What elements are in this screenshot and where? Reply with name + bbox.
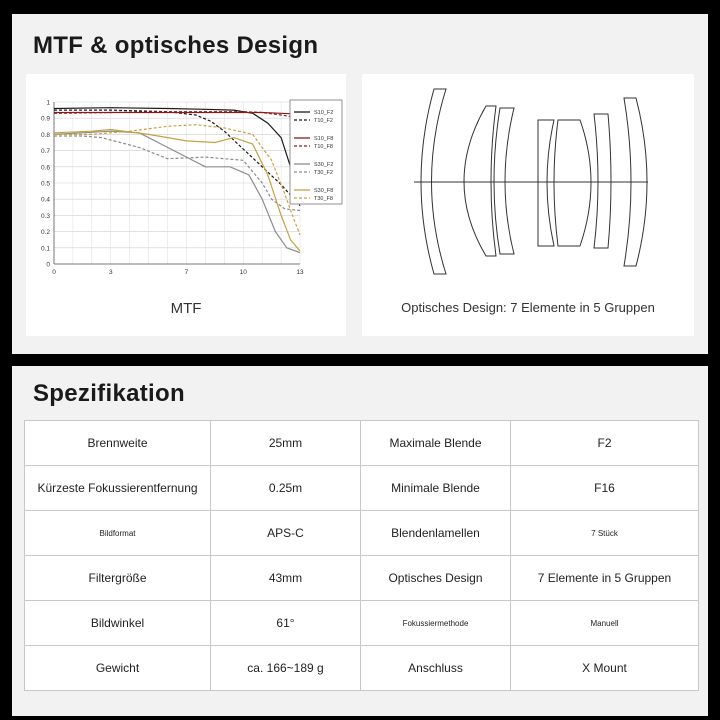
table-row: [25, 466, 699, 511]
spec-value: 25mm: [211, 421, 361, 466]
spec-label: Gewicht: [25, 646, 211, 691]
series-line-s10-f2: [54, 108, 300, 195]
lens-element-4: [538, 120, 554, 246]
x-tick-label: 0: [52, 269, 56, 276]
lens-element-2: [464, 106, 496, 256]
optical-design-caption: Optisches Design: 7 Elemente in 5 Gruppen: [401, 300, 655, 315]
y-tick-label: 0.9: [40, 115, 50, 123]
table-row: [25, 511, 699, 556]
spec-label: Maximale Blende: [361, 421, 511, 466]
y-tick-label: 0.7: [40, 148, 50, 156]
spec-section-title: Spezifikation: [33, 380, 185, 407]
spec-value: 7 Stück: [511, 511, 699, 556]
legend-label: S10_F8: [314, 136, 334, 143]
spec-label: Brennweite: [25, 421, 211, 466]
spec-label: Optisches Design: [361, 556, 511, 601]
series-line-s30-f2: [54, 131, 300, 253]
mtf-chart-card: [26, 74, 346, 336]
legend-label: S30_F8: [314, 188, 334, 195]
spec-label: Minimale Blende: [361, 466, 511, 511]
spec-label: Bildwinkel: [25, 601, 211, 646]
y-tick-label: 0.8: [40, 131, 50, 139]
x-tick-label: 13: [296, 269, 304, 276]
x-tick-label: 7: [184, 269, 189, 276]
spec-value: F2: [511, 421, 699, 466]
y-tick-label: 0.2: [40, 229, 50, 237]
spec-label: Blendenlamellen: [361, 511, 511, 556]
spec-value: X Mount: [511, 646, 699, 691]
legend-label: T30_F8: [314, 196, 333, 203]
spec-label: Fokussiermethode: [361, 601, 511, 646]
x-tick-label: 3: [108, 269, 113, 276]
chart-grid: [54, 102, 300, 264]
mtf-caption: MTF: [170, 300, 202, 317]
series-line-t30-f8: [54, 125, 300, 235]
lens-element-6: [594, 114, 611, 248]
spec-label: Kürzeste Fokussierentfernung: [25, 466, 211, 511]
chart-lines: [54, 108, 300, 253]
spec-value: APS-C: [211, 511, 361, 556]
y-tick-label: 0.1: [40, 245, 50, 253]
x-tick-label: 10: [239, 269, 247, 276]
spec-value: 7 Elemente in 5 Gruppen: [511, 556, 699, 601]
spec-label: Anschluss: [361, 646, 511, 691]
spec-value: F16: [511, 466, 699, 511]
spec-label: Filtergröße: [25, 556, 211, 601]
lens-element-5: [554, 120, 591, 246]
specification-section: [12, 366, 708, 716]
y-tick-label: 0.6: [40, 164, 50, 172]
legend-label: S10_F2: [314, 110, 334, 117]
table-row: [25, 556, 699, 601]
y-tick-label: 0: [46, 261, 50, 269]
y-tick-label: 0.4: [40, 196, 50, 204]
legend-label: S30_F2: [314, 162, 334, 169]
mtf-section-title: MTF & optisches Design: [33, 32, 319, 59]
table-row: [25, 601, 699, 646]
spec-value: 43mm: [211, 556, 361, 601]
y-tick-label: 0.3: [40, 212, 50, 220]
y-tick-label: 1: [46, 99, 50, 107]
lens-element-3: [494, 108, 514, 254]
legend-label: T10_F2: [314, 118, 333, 125]
spec-label: Bildformat: [25, 511, 211, 556]
spec-value: 0.25m: [211, 466, 361, 511]
spec-value: Manuell: [511, 601, 699, 646]
legend-label: T30_F2: [314, 170, 333, 177]
lens-diagram: [362, 74, 694, 294]
y-tick-label: 0.5: [40, 180, 50, 188]
spec-value: ca. 166~189 g: [211, 646, 361, 691]
table-row: [25, 421, 699, 466]
optical-design-card: [362, 74, 694, 336]
spec-table: [24, 420, 699, 691]
mtf-design-section: [12, 14, 708, 354]
mtf-chart: [26, 74, 346, 294]
chart-legend: [290, 100, 342, 204]
legend-label: T10_F8: [314, 144, 333, 151]
spec-value: 61°: [211, 601, 361, 646]
table-row: [25, 646, 699, 691]
